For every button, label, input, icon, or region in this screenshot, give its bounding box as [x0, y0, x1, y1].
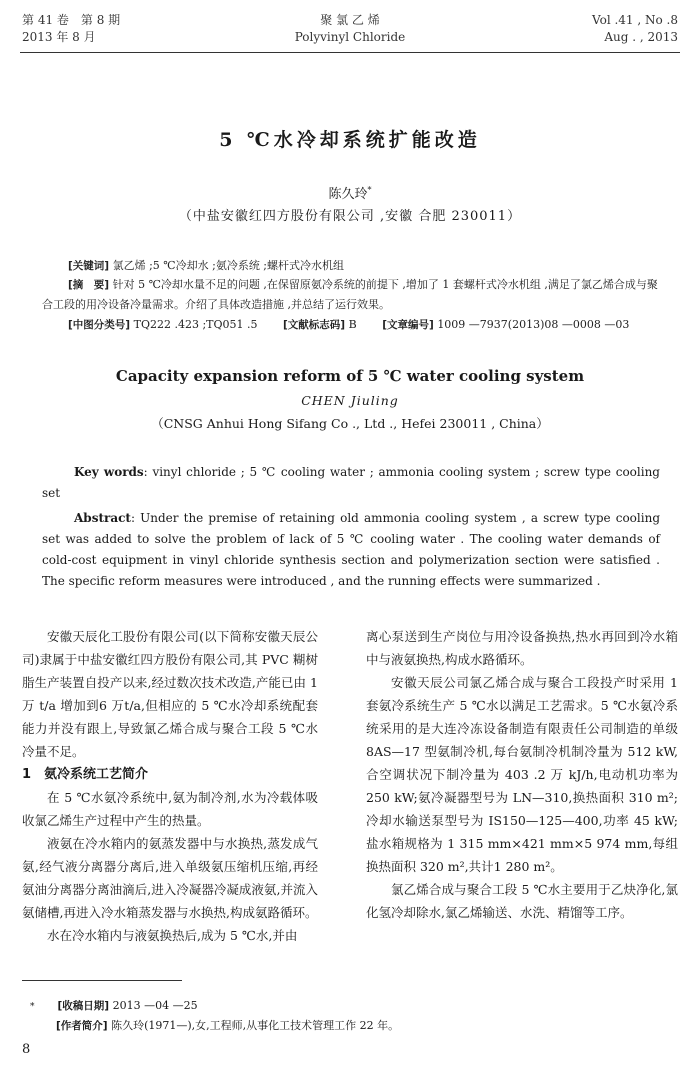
footnote-star: * — [30, 1002, 35, 1012]
abstract-en-text: : Under the premise of retaining old ammonia cooling system , a screw type cooling set was added to solve the problem of lack of 5 ℃ cooling water . The cooling water demands of cold-cost equipment in vinyl chloride synthesis section and polymerization section were satisfied . The specific reform measures were introduced , and the running effects were summarized . — [42, 511, 660, 588]
page-number: 8 — [22, 1042, 31, 1057]
keywords-zh — [68, 256, 688, 276]
body-paragraph: 安徽天辰化工股份有限公司(以下简称安徽天辰公司)隶属于中盐安徽红四方股份有限公司,其 PVC 糊树脂生产装置自投产以来,经过数次技术改造,产能已由 1 万 t/a 增加到6 万t/a,但相应的 5 ℃水冷却系统配套能力并没有跟上,导致氯乙烯合成与聚合工段 5 ℃水冷量不足。 — [22, 629, 318, 759]
body-paragraph: 在 5 ℃水氨冷系统中,氨为制冷剂,水为冷载体吸收氯乙烯生产过程中产生的热量。 — [22, 790, 318, 828]
footnote-author-bio — [56, 1018, 399, 1034]
abstract-zh — [42, 275, 660, 314]
author-bio-value: 陈久玲(1971—),女,工程师,从事化工技术管理工作 22 年。 — [111, 1019, 400, 1032]
received-value: 2013 —04 —25 — [112, 999, 198, 1012]
author-bio-label: [作者简介] — [56, 1020, 108, 1032]
body-column-right — [366, 625, 678, 924]
keywords-en-label: Key words — [74, 465, 144, 479]
header-volume: 第 41 卷 第 8 期 — [22, 13, 121, 27]
affiliation-zh: （中盐安徽红四方股份有限公司 ,安徽 合肥 230011） — [178, 209, 522, 224]
author-zh — [0, 183, 700, 202]
header-volume-en: Vol .41 , No .8 — [592, 13, 678, 27]
doc-code-value: B — [348, 318, 357, 331]
abstract-en-label: Abstract — [74, 511, 131, 525]
body-paragraph: 液氨在冷水箱内的氨蒸发器中与水换热,蒸发成气氨,经气液分离器分离后,进入单级氨压缩机压缩,再经氨油分离器分离油滴后,进入冷凝器冷凝成液氨,并流入氨储槽,再进入冷水箱蒸发器与水换热,构成氨路循环。 — [22, 836, 318, 920]
article-title-zh: 5 ℃水冷却系统扩能改造 — [219, 129, 481, 151]
abstract-en — [42, 508, 660, 592]
author-en: CHEN Jiuling — [301, 393, 399, 408]
body-paragraph: 氯乙烯合成与聚合工段 5 ℃水主要用于乙炔净化,氯化氢冷却除水,氯乙烯输送、水洗、精馏等工序。 — [366, 882, 678, 920]
header-divider — [20, 52, 680, 53]
header-journal-en: Polyvinyl Chloride — [294, 30, 406, 44]
body-paragraph: 水在冷水箱内与液氨换热后,成为 5 ℃水,并由 — [47, 928, 298, 943]
section-title: 氨冷系统工艺简介 — [44, 767, 149, 782]
doc-code-label: [文献标志码] — [283, 319, 346, 331]
keywords-en-text: : vinyl chloride ; 5 ℃ cooling water ; ammonia cooling system ; screw type cooling set — [42, 465, 660, 500]
keywords-zh-text: 氯乙烯 ;5 ℃冷却水 ;氨冷系统 ;螺杆式冷水机组 — [112, 259, 345, 272]
footnote-divider — [22, 980, 182, 981]
author-name-zh: 陈久玲 — [328, 187, 368, 202]
classification-line — [68, 315, 688, 335]
abstract-zh-label: [摘 要] — [68, 279, 110, 291]
article-title-en: Capacity expansion reform of 5 ℃ water cooling system — [115, 367, 585, 385]
header-date-zh: 2013 年 8 月 — [22, 30, 96, 44]
body-paragraph: 安徽天辰公司氯乙烯合成与聚合工段投产时采用 1 套氨冷系统生产 5 ℃水以满足工艺需求。5 ℃水氨冷系统采用的是大连冷冻设备制造有限责任公司制造的单级 8AS—17 型氨制冷机,每台氨制冷机制冷量为 512 kW,合空调状况下制冷量为 403 .2 万 kJ/h,电动机功率为 250 kW;氨冷凝器型号为 LN—310,换热面积 310 m²;冷却水输送泵型号为 IS150—125—400,功率 45 kW;盐水箱规格为 1 315 mm×421 mm×5 974 mm,每组换热面积 320 m²,共计1 280 m²。 — [366, 675, 678, 874]
received-label: [收稿日期] — [57, 1000, 110, 1012]
clc-label: [中图分类号] — [68, 319, 131, 331]
footnote-received — [30, 998, 198, 1015]
section-number: 1 — [22, 767, 32, 782]
header-journal-zh: 聚 氯 乙 烯 — [320, 13, 380, 27]
article-number-label: [文章编号] — [382, 319, 434, 331]
author-footnote-mark: * — [367, 185, 372, 195]
affiliation-en: （CNSG Anhui Hong Sifang Co ., Ltd ., Hefei 230011 , China） — [151, 416, 549, 431]
section-heading — [22, 763, 318, 786]
abstract-zh-text: 针对 5 ℃冷却水量不足的问题 ,在保留原氨冷系统的前提下 ,增加了 1 套螺杆式冷水机组 ,满足了氯乙烯合成与聚合工段的用冷设备冷量需求。介绍了具体改造措施 ,并总结了运行效果。 — [42, 278, 658, 311]
header-volume-info-en — [592, 12, 678, 46]
body-column-left — [22, 625, 318, 947]
keywords-en — [42, 462, 660, 504]
clc-value: TQ222 .423 ;TQ051 .5 — [133, 318, 258, 331]
keywords-zh-label: [关键词] — [68, 260, 110, 272]
body-paragraph: 离心泵送到生产岗位与用冷设备换热,热水再回到冷水箱中与液氨换热,构成水路循环。 — [366, 629, 678, 667]
header-date-en: Aug . , 2013 — [604, 30, 678, 44]
article-number-value: 1009 —7937(2013)08 —0008 —03 — [437, 318, 630, 331]
